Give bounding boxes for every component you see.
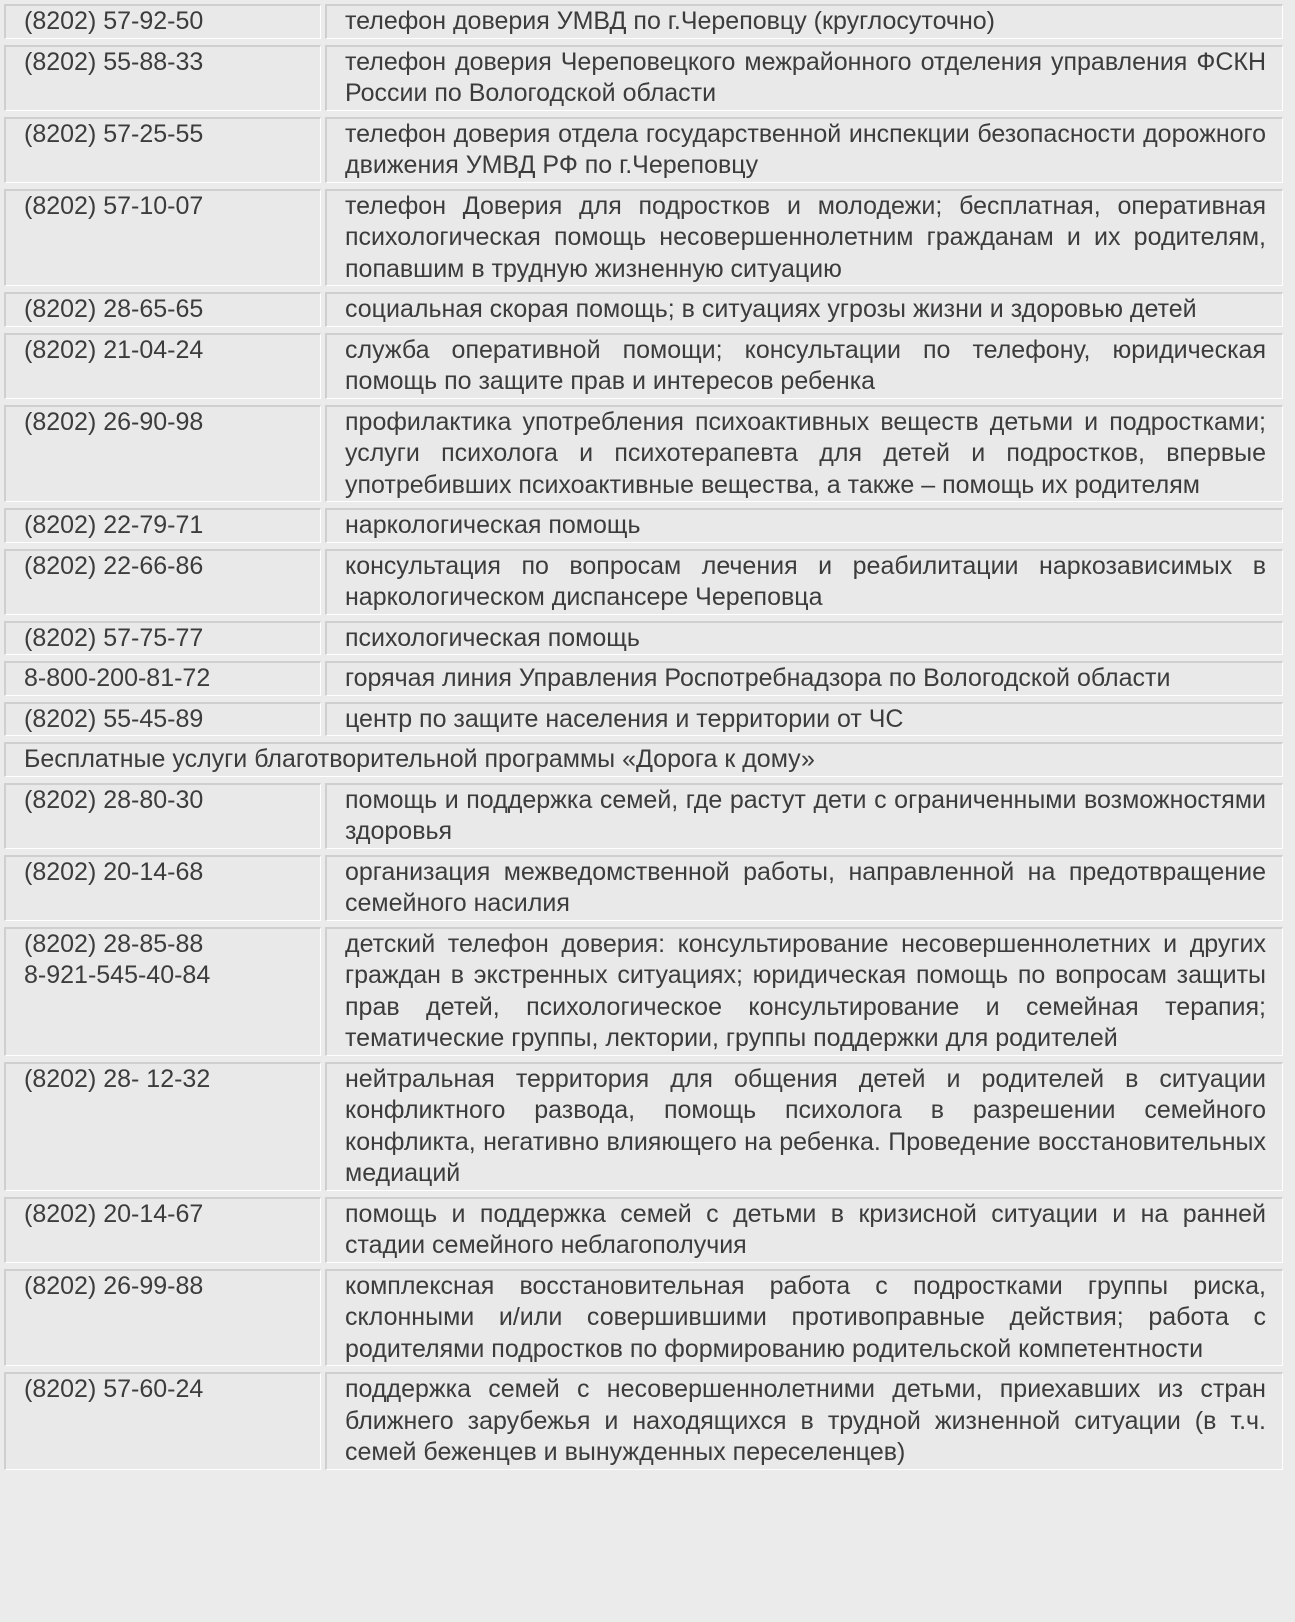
phone-number: (8202) 22-79-71 — [24, 511, 204, 539]
service-description: телефон доверия Череповецкого межрайонного отделения управления ФСКН России по Вологодской области — [325, 45, 1283, 111]
phone-cell — [4, 189, 321, 287]
phone-cell — [4, 333, 321, 399]
service-description: телефон доверия УМВД по г.Череповцу (круглосуточно) — [325, 4, 1283, 39]
service-description: горячая линия Управления Роспотребнадзора по Вологодской области — [325, 661, 1283, 696]
phone-number: (8202) 57-92-50 — [24, 7, 204, 35]
table-row — [4, 1062, 1283, 1191]
phone-number: 8-800-200-81-72 — [24, 664, 211, 692]
service-description: социальная скорая помощь; в ситуациях угрозы жизни и здоровью детей — [325, 292, 1283, 327]
service-description: наркологическая помощь — [325, 508, 1283, 543]
table-row — [4, 189, 1283, 287]
phone-cell — [4, 1062, 321, 1191]
phone-cell — [4, 927, 321, 1056]
section-heading: Бесплатные услуги благотворительной программы «Дорога к дому» — [4, 742, 1283, 777]
phone-cell — [4, 508, 321, 543]
phone-cell — [4, 549, 321, 615]
phone-number: (8202) 26-99-88 — [24, 1271, 204, 1300]
table-row — [4, 405, 1283, 503]
phone-cell — [4, 1197, 321, 1263]
table-row — [4, 292, 1283, 327]
phone-number: (8202) 57-10-07 — [24, 191, 204, 220]
phone-cell — [4, 4, 321, 39]
table-row — [4, 661, 1283, 696]
phone-number: 8-921-545-40-84 — [24, 961, 211, 989]
table-row — [4, 333, 1283, 399]
phone-number: (8202) 55-88-33 — [24, 47, 204, 76]
phone-cell — [4, 117, 321, 183]
phone-cell — [4, 1372, 321, 1470]
phone-number: (8202) 28-65-65 — [24, 295, 204, 323]
table-row — [4, 1197, 1283, 1263]
phone-cell — [4, 405, 321, 503]
phone-number: (8202) 28-85-88 — [24, 929, 204, 958]
service-description: профилактика употребления психоактивных веществ детьми и подростками; услуги психолога и психотерапевта для детей и подростков, впервые употребивших психоактивные вещества, а также – помощь их родителям — [325, 405, 1283, 503]
table-row — [4, 1372, 1283, 1470]
table-row — [4, 117, 1283, 183]
service-description: комплексная восстановительная работа с подростками группы риска, склонными и/или совершившими противоправные действия; работа с родителями подростков по формированию родительской компетентности — [325, 1269, 1283, 1367]
service-description: детский телефон доверия: консультирование несовершеннолетних и других граждан в экстренных ситуациях; юридическая помощь по вопросам защиты прав детей, психологическое консультирование и семейная терапия; тематические группы, лектории, группы поддержки для родителей — [325, 927, 1283, 1056]
table-row — [4, 1269, 1283, 1367]
phone-number: (8202) 26-90-98 — [24, 407, 204, 436]
service-description: консультация по вопросам лечения и реабилитации наркозависимых в наркологическом диспансере Череповца — [325, 549, 1283, 615]
service-description: психологическая помощь — [325, 621, 1283, 656]
phone-cell — [4, 292, 321, 327]
phone-number: (8202) 20-14-68 — [24, 857, 204, 886]
phone-number: (8202) 21-04-24 — [24, 335, 204, 364]
table-row — [4, 4, 1283, 39]
table-row — [4, 621, 1283, 656]
phone-number: (8202) 20-14-67 — [24, 1199, 204, 1228]
service-description: помощь и поддержка семей с детьми в кризисной ситуации и на ранней стадии семейного неблагополучия — [325, 1197, 1283, 1263]
table-row — [4, 783, 1283, 849]
phone-number: (8202) 22-66-86 — [24, 551, 204, 580]
phone-number: (8202) 57-60-24 — [24, 1375, 204, 1403]
phone-number: (8202) 28-80-30 — [24, 785, 204, 814]
phone-number: (8202) 57-75-77 — [24, 623, 204, 652]
table-row — [4, 855, 1283, 921]
table-row — [4, 45, 1283, 111]
phone-cell — [4, 1269, 321, 1367]
phone-cell — [4, 621, 321, 656]
service-description: помощь и поддержка семей, где растут дети с ограниченными возможностями здоровья — [325, 783, 1283, 849]
phone-number: (8202) 55-45-89 — [24, 704, 204, 733]
service-description: служба оперативной помощи; консультации по телефону, юридическая помощь по защите прав и интересов ребенка — [325, 333, 1283, 399]
phone-cell — [4, 702, 321, 737]
service-description: телефон доверия отдела государственной инспекции безопасности дорожного движения УМВД РФ по г.Череповцу — [325, 117, 1283, 183]
service-description: телефон Доверия для подростков и молодежи; бесплатная, оперативная психологическая помощь несовершеннолетним гражданам и их родителям, попавшим в трудную жизненную ситуацию — [325, 189, 1283, 287]
phone-cell — [4, 45, 321, 111]
table-row — [4, 508, 1283, 543]
phone-number: (8202) 28- 12-32 — [24, 1064, 211, 1093]
service-description: организация межведомственной работы, направленной на предотвращение семейного насилия — [325, 855, 1283, 921]
table-row — [4, 927, 1283, 1056]
helpline-table-body — [4, 4, 1283, 1470]
phone-cell — [4, 783, 321, 849]
service-description: центр по защите населения и территории от ЧС — [325, 702, 1283, 737]
service-description: поддержка семей с несовершеннолетними детьми, приехавших из стран ближнего зарубежья и находящихся в трудной жизненной ситуации (в т.ч. семей беженцев и вынужденных переселенцев) — [325, 1372, 1283, 1470]
section-heading-row — [4, 742, 1283, 777]
phone-number: (8202) 57-25-55 — [24, 119, 204, 148]
service-description: нейтральная территория для общения детей и родителей в ситуации конфликтного развода, помощь психолога в разрешении семейного конфликта, негативно влияющего на ребенка. Проведение восстановительных медиаций — [325, 1062, 1283, 1191]
table-row — [4, 549, 1283, 615]
phone-cell — [4, 661, 321, 696]
phone-cell — [4, 855, 321, 921]
table-row — [4, 702, 1283, 737]
